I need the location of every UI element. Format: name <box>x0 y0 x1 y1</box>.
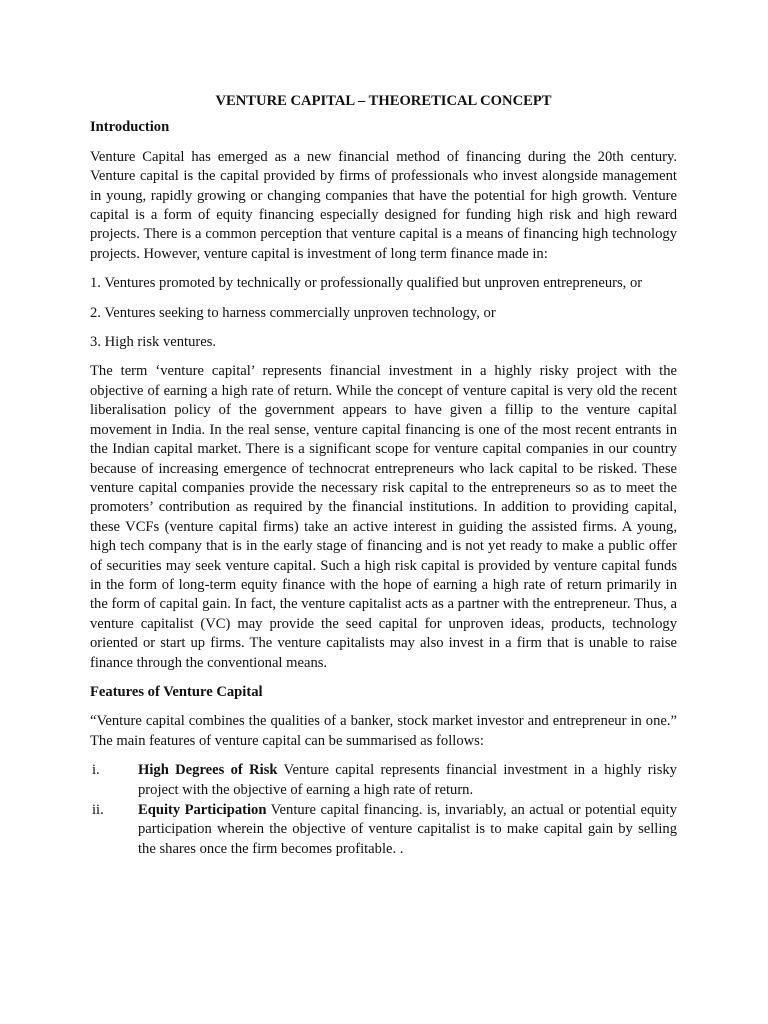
feature-number: i. <box>92 762 100 779</box>
numbered-item-2: 2. Ventures seeking to harness commercially unproven technology, or <box>90 304 496 321</box>
feature-term: High Degrees of Risk <box>138 762 278 779</box>
document-title: VENTURE CAPITAL – THEORETICAL CONCEPT <box>215 93 552 109</box>
introduction-heading: Introduction <box>90 119 170 136</box>
feature-item-equity-participation <box>90 801 677 859</box>
features-intro-paragraph: “Venture capital combines the qualities of a banker, stock market investor and entrepreneur in one.” The main features of venture capital can be summarised as follows: <box>90 713 677 749</box>
feature-number: ii. <box>92 802 104 818</box>
document-page <box>90 92 677 860</box>
features-list <box>90 761 677 859</box>
feature-description: Venture capital financing. is, invariably, an actual or potential equity participation wherein the objective of venture capitalist is to make capital gain by selling the shares once the firm becomes profitable. . <box>138 802 677 857</box>
introduction-paragraph: Venture Capital has emerged as a new financial method of financing during the 20th century. Venture capital is the capital provided by firms of professionals who invest alongside management in young, rapidly growing or changing companies that have the potential for high growth. Venture capital is a form of equity financing especially designed for funding high risk and high reward projects. There is a common perception that venture capital is a means of financing high technology projects. However, venture capital is investment of long term finance made in: <box>90 148 677 262</box>
numbered-item-1: 1. Ventures promoted by technically or professionally qualified but unproven entrepreneurs, or <box>90 275 643 292</box>
feature-description: Venture capital represents financial investment in a highly risky project with the objective of earning a high rate of return. <box>138 762 677 798</box>
features-heading: Features of Venture Capital <box>90 683 263 700</box>
feature-term: Equity Participation <box>138 802 267 818</box>
venture-capital-term-paragraph: The term ‘venture capital’ represents financial investment in a highly risky project with the objective of earning a high rate of return. While the concept of venture capital is very old the recent liberalisation policy of the government appears to have given a fillip to the venture capital movement in India. In the real sense, venture capital financing is one of the most recent entrants in the Indian capital market. There is a significant scope for venture capital companies in our country because of increasing emergence of technocrat entrepreneurs who lack capital to be risked. These venture capital companies provide the necessary risk capital to the entrepreneurs so as to meet the promoters’ contribution as required by the financial institutions. In addition to providing capital, these VCFs (venture capital firms) take an active interest in guiding the assisted firms. A young, high tech company that is in the early stage of financing and is not yet ready to make a public offer of securities may seek venture capital. Such a high risk capital is provided by venture capital funds in the form of long-term equity finance with the hope of earning a high rate of return primarily in the form of capital gain. In fact, the venture capitalist acts as a partner with the entrepreneur. Thus, a venture capitalist (VC) may provide the seed capital for unproven ideas, products, technology oriented or start up firms. The venture capitalists may also invest in a firm that is unable to raise finance through the conventional means. <box>90 363 677 671</box>
feature-item-high-risk <box>90 761 677 800</box>
numbered-item-3: 3. High risk ventures. <box>90 334 217 351</box>
